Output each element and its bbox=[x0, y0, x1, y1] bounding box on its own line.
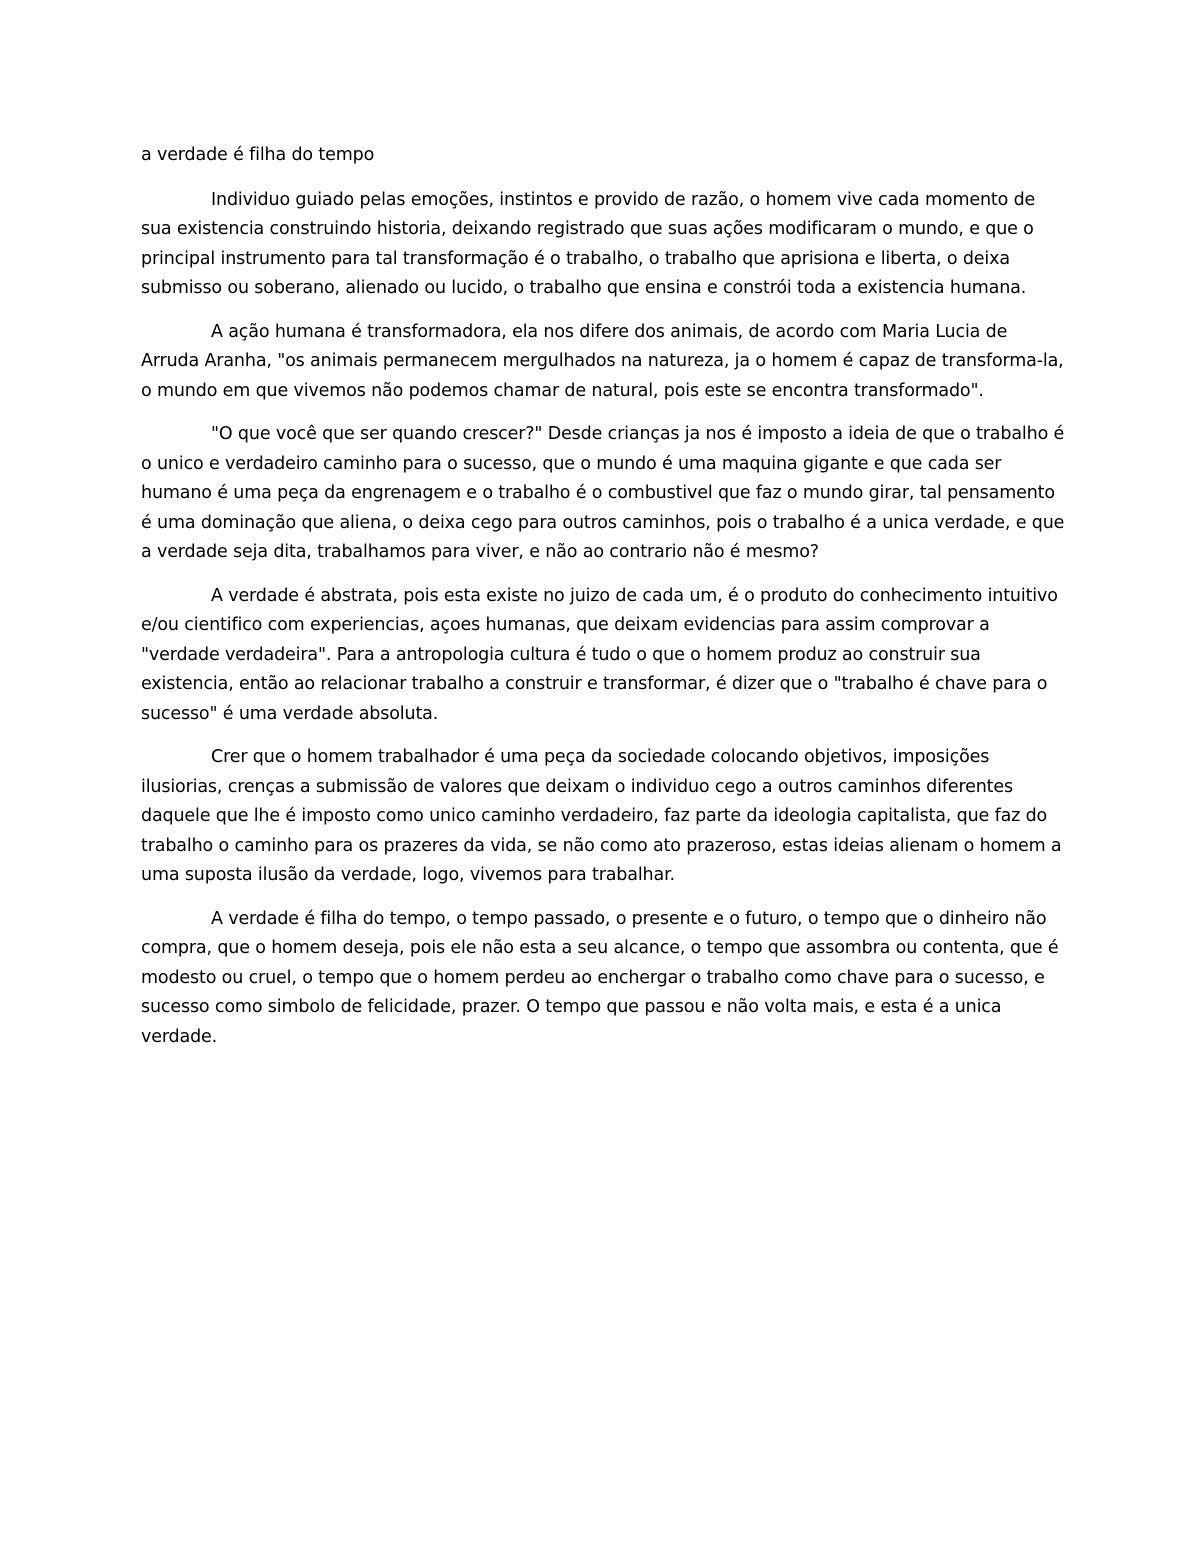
paragraph-2: A ação humana é transformadora, ela nos difere dos animais, de acordo com Maria Lucia de Arruda Aranha, "os animais permanecem mergulhados na natureza, ja o homem é capaz de transforma-la, o mundo em que vivemos não podemos chamar de natural, pois este se encontra transformado". bbox=[141, 321, 1064, 401]
document-page bbox=[141, 141, 1066, 1066]
document-title: a verdade é filha do tempo bbox=[141, 145, 375, 165]
paragraph-5: Crer que o homem trabalhador é uma peça da sociedade colocando objetivos, imposições ilusiorias, crenças a submissão de valores que deixam o individuo cego a outros caminhos diferentes daquele que lhe é imposto como unico caminho verdadeiro, faz parte da ideologia capitalista, que faz do trabalho o caminho para os prazeres da vida, se não como ato prazeroso, estas ideias alienam o homem a uma suposta ilusão da verdade, logo, vivemos para trabalhar. bbox=[141, 747, 1062, 885]
paragraph-4: A verdade é abstrata, pois esta existe no juizo de cada um, é o produto do conhecimento intuitivo e/ou cientifico com experiencias, açoes humanas, que deixam evidencias para assim comprovar a "verdade verdadeira". Para a antropologia cultura é tudo o que o homem produz ao construir sua existencia, então ao relacionar trabalho a construir e transformar, é dizer que o "trabalho é chave para o sucesso" é uma verdade absoluta. bbox=[141, 585, 1058, 724]
paragraph-1: Individuo guiado pelas emoções, instintos e provido de razão, o homem vive cada momento de sua existencia construindo historia, deixando registrado que suas ações modificaram o mundo, e que o principal instrumento para tal transformação é o trabalho, o trabalho que aprisiona e liberta, o deixa submisso ou soberano, alienado ou lucido, o trabalho que ensina e constrói toda a existencia humana. bbox=[141, 189, 1036, 298]
paragraph-3: "O que você que ser quando crescer?" Desde crianças ja nos é imposto a ideia de que o trabalho é o unico e verdadeiro caminho para o sucesso, que o mundo é uma maquina gigante e que cada ser humano é uma peça da engrenagem e o trabalho é o combustivel que faz o mundo girar, tal pensamento é uma dominação que aliena, o deixa cego para outros caminhos, pois o trabalho é a unica verdade, e que a verdade seja dita, trabalhamos para viver, e não ao contrario não é mesmo? bbox=[141, 424, 1065, 562]
paragraph-6: A verdade é filha do tempo, o tempo passado, o presente e o futuro, o tempo que o dinheiro não compra, que o homem deseja, pois ele não esta a seu alcance, o tempo que assombra ou contenta, que é modesto ou cruel, o tempo que o homem perdeu ao enchergar o trabalho como chave para o sucesso, e sucesso como simbolo de felicidade, prazer. O tempo que passou e não volta mais, e esta é a unica verdade. bbox=[141, 908, 1059, 1047]
